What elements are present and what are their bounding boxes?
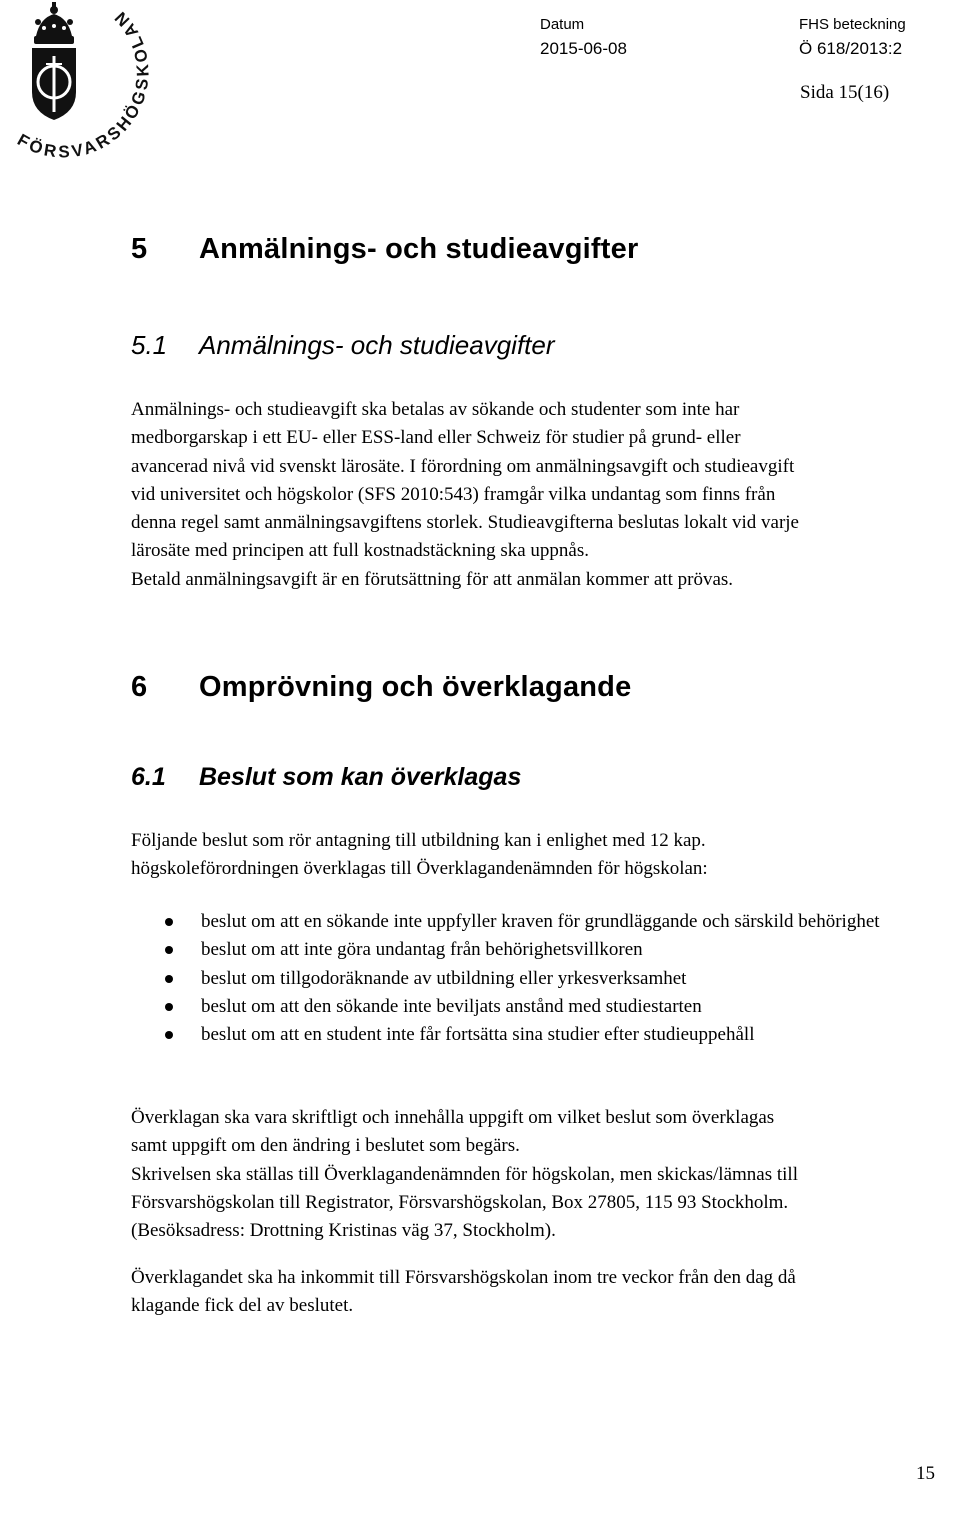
section-5-number: 5: [131, 233, 148, 265]
section-6-heading: [131, 671, 631, 704]
list-item-text: beslut om att en student inte får fortsätta sina studier efter studieuppehåll: [201, 1024, 755, 1046]
list-item-text: beslut om att den sökande inte beviljats anstånd med studiestarten: [201, 995, 702, 1017]
body-line: (Besöksadress: Drottning Kristinas väg 37, Stockholm).: [131, 1220, 556, 1242]
list-item: [131, 993, 951, 1021]
section-5-title: Anmälnings- och studieavgifter: [199, 233, 639, 265]
body-line: Överklagandet ska ha inkommit till Försvarshögskolan inom tre veckor från den dag då: [131, 1267, 796, 1288]
list-item: [131, 908, 951, 936]
date-label: Datum: [540, 16, 585, 33]
appeal-instructions: [131, 1104, 960, 1245]
body-line: avancerad nivå vid svenskt lärosäte. I förordning om anmälningsavgift och studieavgift: [131, 455, 795, 477]
body-line: klagande fick del av beslutet.: [131, 1295, 354, 1317]
body-line: Försvarshögskolan till Registrator, Försvarshögskolan, Box 27805, 115 93 Stockholm.: [131, 1191, 789, 1213]
body-line: medborgarskap i ett EU- eller ESS-land eller Schweiz för studier på grund- eller: [131, 427, 741, 449]
body-line: Följande beslut som rör antagning till utbildning kan i enlighet med 12 kap.: [131, 830, 706, 851]
page-info: Sida 15(16): [800, 82, 890, 103]
section-6-1-heading: [131, 763, 521, 792]
list-item-text: beslut om tillgodoräknande av utbildning eller yrkesverksamhet: [201, 967, 687, 989]
reference-label: FHS beteckning: [799, 16, 906, 33]
page-number: 15: [916, 1463, 935, 1484]
section-5-1-heading: [131, 330, 555, 361]
list-item: [131, 936, 951, 964]
bullet-icon: [165, 918, 173, 926]
fhs-logo: [0, 0, 150, 160]
body-line: samt uppgift om den ändring i beslutet som begärs.: [131, 1135, 520, 1157]
list-item-text: beslut om att en sökande inte uppfyller kraven för grundläggande och särskild behörighet: [201, 911, 880, 932]
list-item: [131, 965, 951, 993]
section-6-number: 6: [131, 671, 148, 703]
date-value: 2015-06-08: [540, 39, 627, 58]
body-line: Betald anmälningsavgift är en förutsättning för att anmälan kommer att prövas.: [131, 568, 734, 590]
section-5-1-number: 5.1: [131, 330, 168, 360]
body-line: vid universitet och högskolor (SFS 2010:543) framgår vilka undantag som finns från: [131, 483, 776, 505]
body-line: denna regel samt anmälningsavgiftens storlek. Studieavgifterna beslutas lokalt vid varje: [131, 512, 799, 534]
bullet-icon: [165, 1031, 173, 1039]
reference-value: Ö 618/2013:2: [799, 39, 903, 58]
decision-list: [131, 908, 951, 1049]
body-line: Skrivelsen ska ställas till Överklagandenämnden för högskolan, men skickas/lämnas till: [131, 1163, 798, 1185]
bullet-icon: [165, 975, 173, 983]
svg-text:FÖRSVARSHÖGSKOLAN: FÖRSVARSHÖG OLAN: [14, 5, 150, 160]
section-6-intro: [131, 827, 960, 884]
section-5-heading: [131, 233, 638, 266]
list-item: [131, 1021, 951, 1049]
section-6-title: Omprövning och överklagande: [199, 671, 632, 703]
body-line: högskoleförordningen överklagas till Överklagandenämnden för högskolan:: [131, 858, 708, 880]
section-6-1-number: 6.1: [131, 763, 166, 791]
appeal-deadline: [131, 1264, 960, 1321]
section-5-1-title: Anmälnings- och studieavgifter: [199, 330, 555, 360]
body-line: Anmälnings- och studieavgift ska betalas av sökande och studenter som inte har: [131, 399, 740, 420]
bullet-icon: [165, 946, 173, 954]
fhs-crest-icon: [0, 0, 150, 160]
section-5-body: [131, 396, 960, 594]
section-6-1-title: Beslut som kan överklagas: [199, 763, 522, 791]
bullet-icon: [165, 1003, 173, 1011]
body-line: lärosäte med principen att full kostnadstäckning ska uppnås.: [131, 540, 589, 562]
list-item-text: beslut om att inte göra undantag från behörighetsvillkoren: [201, 939, 643, 961]
body-line: Överklagan ska vara skriftligt och innehålla uppgift om vilket beslut som överklagas: [131, 1107, 775, 1128]
